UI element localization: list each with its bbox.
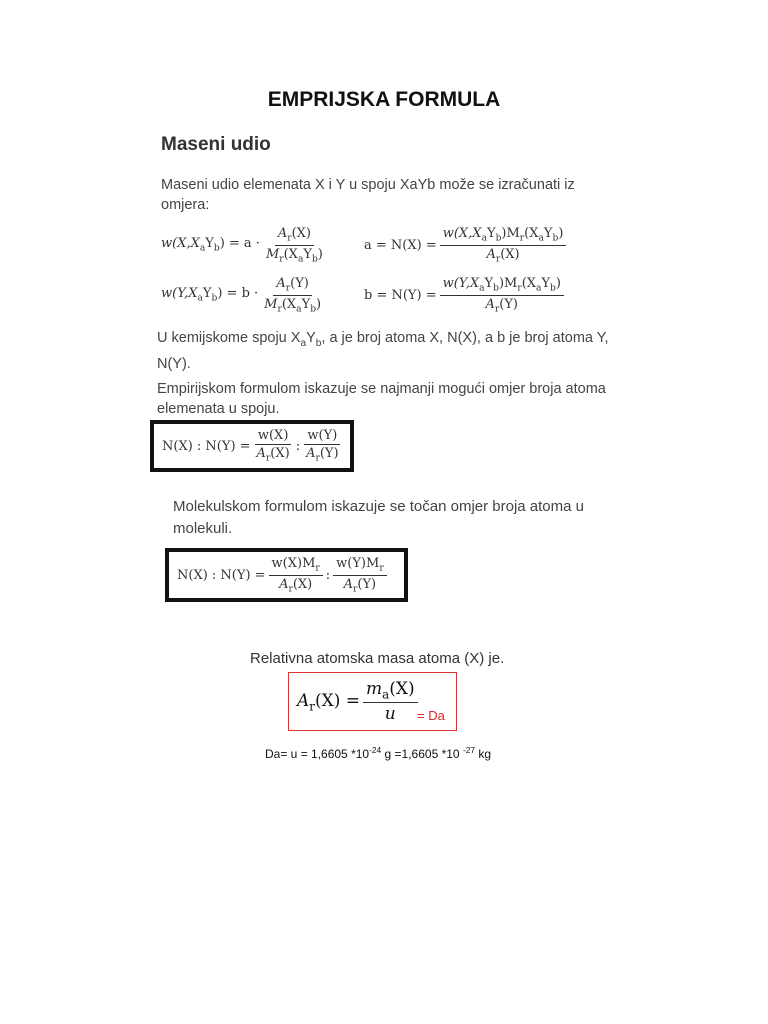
empirical-line-2: elemenata u spoju. <box>157 401 280 417</box>
intro-line-1: Maseni udio elemenata X i Y u spoju XaYb može se izračunati iz <box>161 177 575 193</box>
relative-caption: Relativna atomska masa atoma (X) je. <box>250 650 505 667</box>
fraction: $\frac{A_r(X)}{M_r(X_aY_b)}$ <box>265 226 323 265</box>
compound-line-2: N(Y). <box>157 355 191 372</box>
fraction: $\frac{m_a(X)}{u}$ <box>363 679 418 724</box>
footnote: Da= u = 1,6605 $*10^{-24}$ g =1,6605 *10 $^{-27}$ kg <box>265 745 492 761</box>
formula-w-x: $w(X,X_aY_b) = a$ · $\frac{A_r(X)}{M_r(X_aY_b)}$ <box>161 226 329 264</box>
fraction: $\frac{w(Y)}{A_r(Y)}$ <box>306 428 339 464</box>
molecular-line-2: molekuli. <box>173 520 233 537</box>
compound-paragraph <box>157 328 609 374</box>
formula-a: a = N(X) = $\frac{w(X,X_aY_b)M_r(X_aY_b)}{A_r(X)}$ <box>364 226 569 264</box>
empirical-formula-box: N(X) : N(Y) = $\frac{w(X)}{A_r(X)}$ : $\frac{w(Y)}{A_r(Y)}$ <box>150 420 354 472</box>
fraction: $\frac{w(X)M_r}{A_r(X)}$ <box>269 556 323 594</box>
dalton-note: = Da <box>417 708 445 723</box>
compound-line-1: U kemijskome spoju $X_aY_b$, a je broj atoma X, N(X), a b je broj atoma Y, <box>157 330 609 349</box>
molecular-line-1: Molekulskom formulom iskazuje se točan omjer broja atoma u <box>173 498 584 515</box>
empirical-line-1: Empirijskom formulom iskazuje se najmanji mogući omjer broja atoma <box>157 381 606 397</box>
molecular-paragraph <box>173 496 584 540</box>
formula-w-y: $w(Y,X_aY_b) = b$ · $\frac{A_r(Y)}{M_r(X_aY_b)}$ <box>161 276 327 314</box>
page-title: EMPRIJSKA FORMULA <box>267 88 501 111</box>
fraction: $\frac{w(X)}{A_r(X)}$ <box>256 428 290 464</box>
fraction: $\frac{w(X,X_aY_b)M_r(X_aY_b)}{A_r(X)}$ <box>440 226 567 264</box>
section-heading: Maseni udio <box>161 134 271 155</box>
formula-b: b = N(Y) = $\frac{w(Y,X_aY_b)M_r(X_aY_b)}{A_r(Y)}$ <box>364 276 567 314</box>
fraction: $\frac{w(Y)M_r}{A_r(Y)}$ <box>333 556 387 594</box>
fraction: $\frac{w(Y,X_aY_b)M_r(X_aY_b)}{A_r(Y)}$ <box>440 276 564 314</box>
empirical-paragraph <box>157 379 606 419</box>
intro-paragraph <box>161 175 575 215</box>
intro-line-2: omjera: <box>161 197 210 213</box>
fraction: $\frac{A_r(Y)}{M_r(X_aY_b)}$ <box>264 276 322 315</box>
molecular-formula-box: N(X) : N(Y) = $\frac{w(X)M_r}{A_r(X)}$ : $\frac{w(Y)M_r}{A_r(Y)}$ <box>165 548 408 602</box>
relative-formula-box: $A_r(X)$ = $\frac{m_a(X)}{u}$ = Da <box>288 672 457 731</box>
